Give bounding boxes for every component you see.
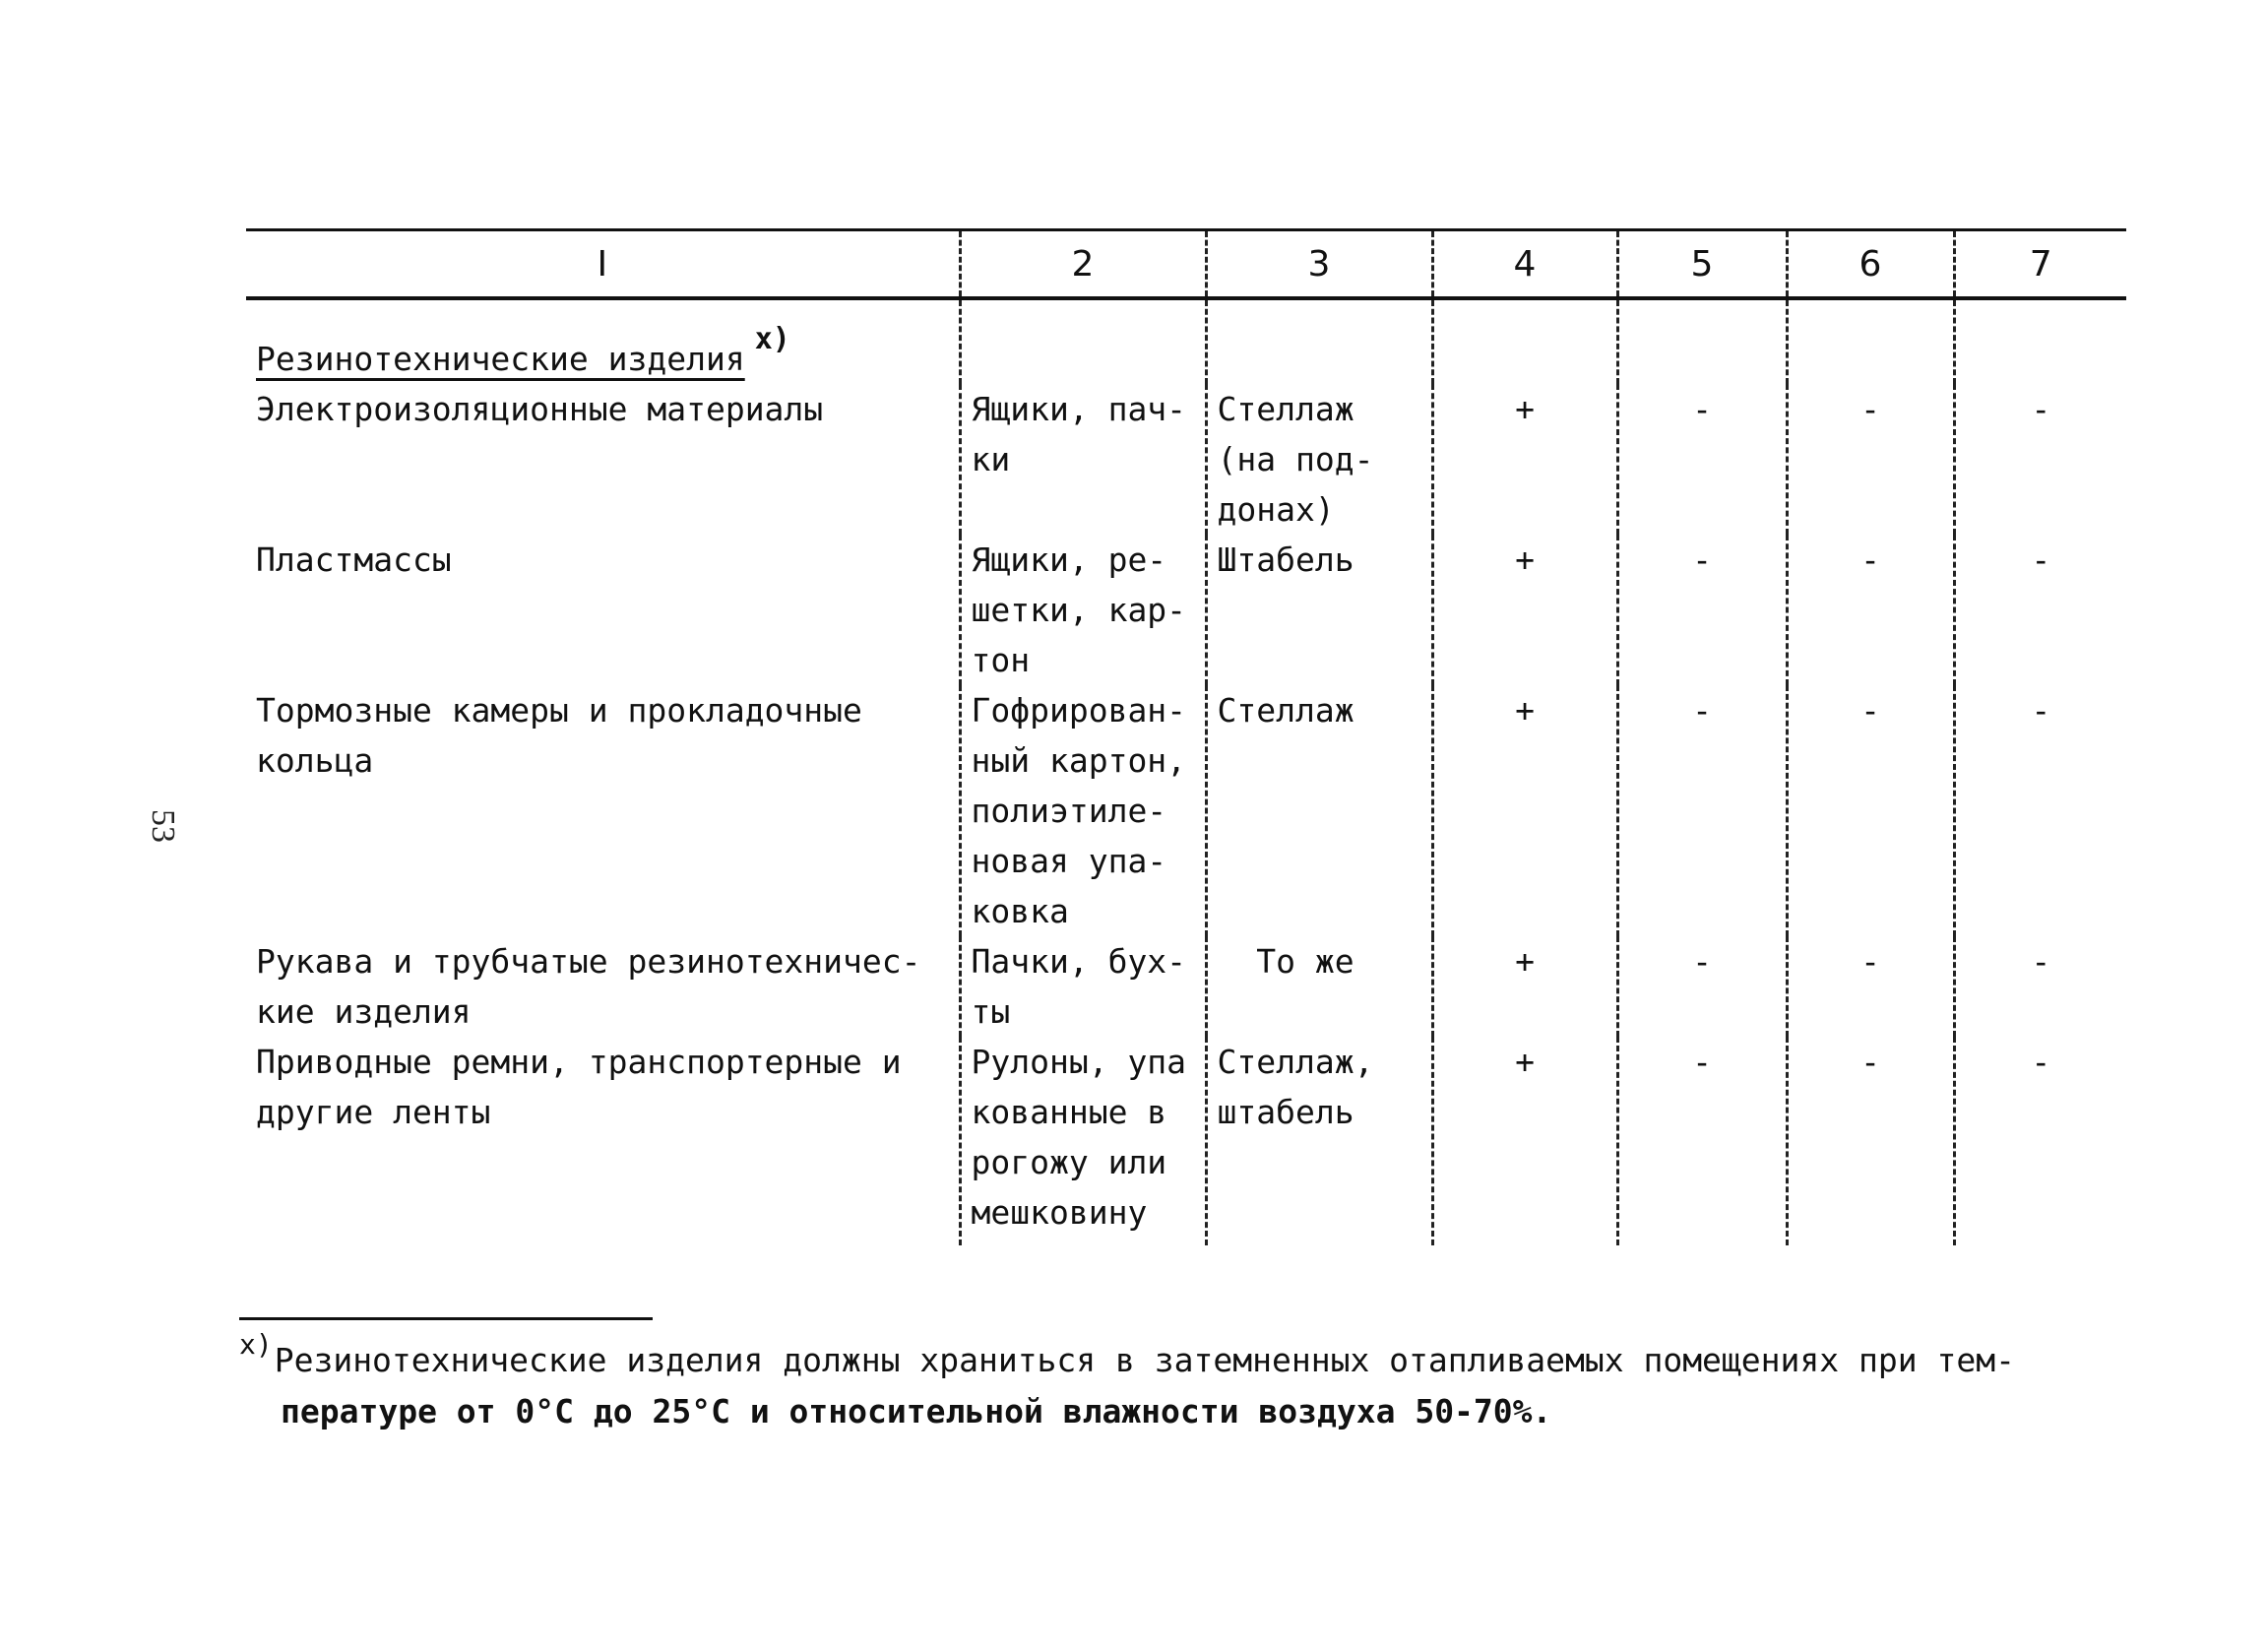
header-col-3: 3 <box>1206 230 1432 299</box>
footnote-line-2: пературе от 0°С до 25°С и относительной влажности воздуха 50-70%. <box>281 1392 1552 1430</box>
mark-c7: - <box>1954 1037 2126 1245</box>
mark-c7: - <box>1954 685 2126 936</box>
item-name-cell <box>246 936 960 1037</box>
packaging-line: Рулоны, упа <box>971 1043 1187 1081</box>
mark-c4: + <box>1432 936 1617 1037</box>
table-row <box>246 1037 2126 1245</box>
mark-c5: - <box>1617 384 1787 535</box>
packaging-line: ты <box>971 992 1011 1031</box>
storage-method-line: донах) <box>1217 490 1335 529</box>
table-row <box>246 936 2126 1037</box>
header-col-5: 5 <box>1617 230 1787 299</box>
mark-c4: + <box>1432 1037 1617 1245</box>
mark-c5: - <box>1617 685 1787 936</box>
table-row <box>246 535 2126 685</box>
header-row <box>246 230 2126 299</box>
item-name-line: кольца <box>256 741 374 780</box>
empty-cell <box>1206 298 1432 384</box>
storage-method-line: Стеллаж <box>1217 390 1354 428</box>
storage-method-cell <box>1206 685 1432 936</box>
mark-c4: + <box>1432 535 1617 685</box>
empty-cell <box>1787 298 1954 384</box>
storage-method-cell <box>1206 936 1432 1037</box>
packaging-line: кованные в <box>971 1093 1167 1131</box>
packaging-line: полиэтиле- <box>971 792 1167 830</box>
item-name-line: другие ленты <box>256 1093 491 1131</box>
empty-cell <box>1954 298 2126 384</box>
section-cell <box>246 298 960 384</box>
section-title: Резинотехнические изделия <box>256 340 745 378</box>
item-name-cell <box>246 535 960 685</box>
mark-c6: - <box>1787 535 1954 685</box>
table-body <box>246 298 2126 1245</box>
packaging-line: мешковину <box>971 1193 1148 1232</box>
storage-method-cell <box>1206 384 1432 535</box>
footnote-line-1: Резинотехнические изделия должны храниться в затемненных отапливаемых помещениях при тем- <box>274 1341 2015 1379</box>
footnote-mark: x) <box>239 1328 273 1361</box>
item-name-line: Электроизоляционные материалы <box>256 390 824 428</box>
storage-method-line: То же <box>1217 942 1354 981</box>
mark-c5: - <box>1617 535 1787 685</box>
packaging-line: ковка <box>971 892 1069 930</box>
packaging-line: Ящики, пач- <box>971 390 1187 428</box>
item-name-cell <box>246 685 960 936</box>
item-name-line: Пластмассы <box>256 540 452 579</box>
mark-c7: - <box>1954 384 2126 535</box>
item-name-line: Рукава и трубчатые резинотехничес- <box>256 942 921 981</box>
mark-c7: - <box>1954 936 2126 1037</box>
mark-c6: - <box>1787 936 1954 1037</box>
packaging-cell <box>960 384 1206 535</box>
storage-table <box>246 228 2126 1245</box>
item-name-line: Приводные ремни, транспортерные и <box>256 1043 902 1081</box>
header-col-7: 7 <box>1954 230 2126 299</box>
section-footnote-mark: x) <box>754 322 790 356</box>
empty-cell <box>1617 298 1787 384</box>
mark-c6: - <box>1787 685 1954 936</box>
empty-cell <box>1432 298 1617 384</box>
packaging-line: Гофрирован- <box>971 691 1187 730</box>
storage-method-line: штабель <box>1217 1093 1354 1131</box>
packaging-cell <box>960 1037 1206 1245</box>
mark-c4: + <box>1432 685 1617 936</box>
table-row <box>246 384 2126 535</box>
header-col-1: I <box>246 230 960 299</box>
mark-c6: - <box>1787 1037 1954 1245</box>
table-row <box>246 685 2126 936</box>
item-name-line: Тормозные камеры и прокладочные <box>256 691 862 730</box>
packaging-line: ки <box>971 440 1011 478</box>
header-col-2: 2 <box>960 230 1206 299</box>
storage-method-line: Штабель <box>1217 540 1354 579</box>
header-col-4: 4 <box>1432 230 1617 299</box>
storage-method-cell <box>1206 1037 1432 1245</box>
item-name-cell <box>246 1037 960 1245</box>
footnote <box>239 1319 2110 1437</box>
packaging-line: шетки, кар- <box>971 591 1187 629</box>
mark-c7: - <box>1954 535 2126 685</box>
mark-c5: - <box>1617 936 1787 1037</box>
packaging-line: рогожу или <box>971 1143 1167 1181</box>
packaging-cell <box>960 685 1206 936</box>
mark-c6: - <box>1787 384 1954 535</box>
packaging-line: Ящики, ре- <box>971 540 1167 579</box>
storage-method-line: Стеллаж, <box>1217 1043 1374 1081</box>
packaging-line: новая упа- <box>971 842 1167 880</box>
packaging-cell <box>960 936 1206 1037</box>
empty-cell <box>960 298 1206 384</box>
storage-method-cell <box>1206 535 1432 685</box>
item-name-cell <box>246 384 960 535</box>
mark-c4: + <box>1432 384 1617 535</box>
storage-method-line: (на под- <box>1217 440 1374 478</box>
item-name-line: кие изделия <box>256 992 472 1031</box>
section-row <box>246 298 2126 384</box>
storage-method-line: Стеллаж <box>1217 691 1354 730</box>
header-col-6: 6 <box>1787 230 1954 299</box>
mark-c5: - <box>1617 1037 1787 1245</box>
packaging-line: Пачки, бух- <box>971 942 1187 981</box>
packaging-cell <box>960 535 1206 685</box>
packaging-line: тон <box>971 641 1031 679</box>
packaging-line: ный картон, <box>971 741 1187 780</box>
page-number: 53 <box>145 809 181 843</box>
